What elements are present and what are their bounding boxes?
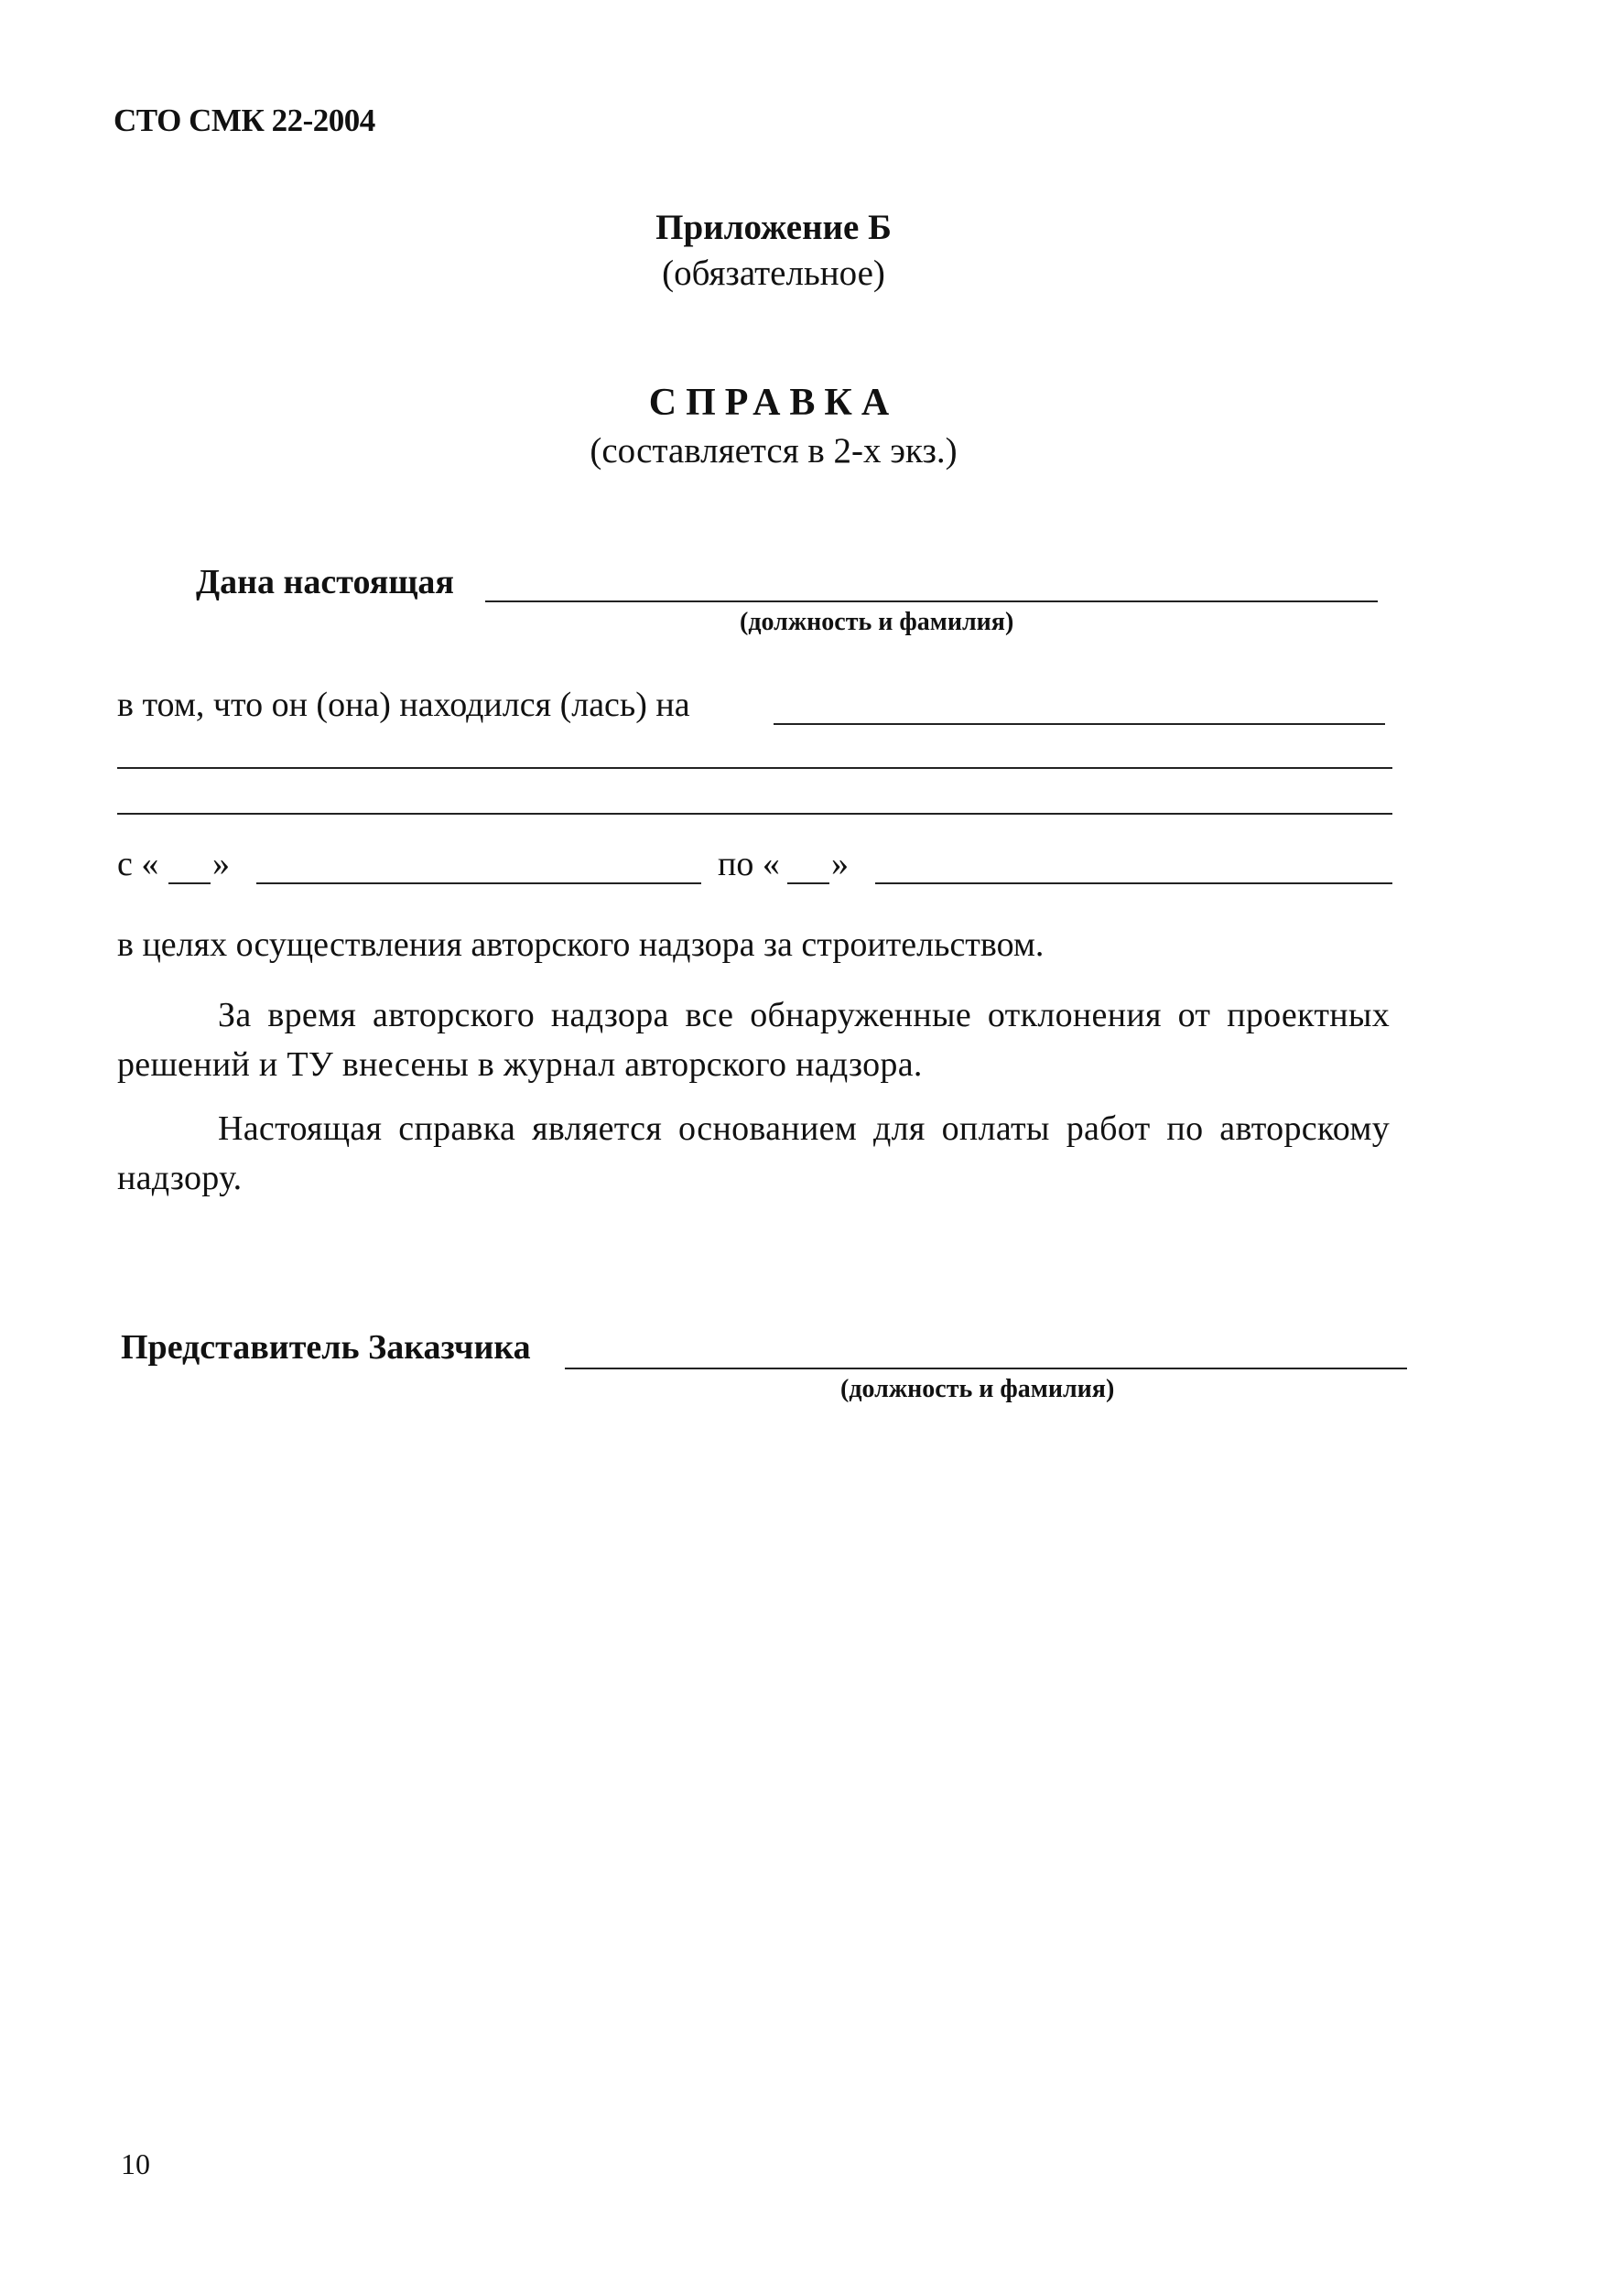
location-fill-line [774, 723, 1385, 725]
to-prefix: по « [718, 845, 780, 883]
document-subtitle: (составляется в 2-х экз.) [590, 431, 958, 470]
appendix-title: Приложение Б [655, 208, 892, 247]
to-day-line [787, 882, 829, 884]
signature-fill-line [565, 1368, 1407, 1369]
from-date-line [256, 882, 701, 884]
purpose-text: в целях осуществления авторского надзора за строительством. [117, 925, 1045, 964]
from-prefix: с « [117, 845, 159, 883]
to-date-line [875, 882, 1392, 884]
signature-label: Представитель Заказчика [121, 1328, 531, 1367]
location-fill-line-2 [117, 767, 1392, 769]
document-code: СТО СМК 22-2004 [114, 103, 375, 138]
given-fill-line [485, 600, 1378, 602]
appendix-subtitle: (обязательное) [662, 254, 885, 293]
location-label: в том, что он (она) находился (лась) на [117, 686, 690, 724]
given-label: Дана настоящая [196, 563, 454, 601]
from-day-line [168, 882, 211, 884]
signature-caption: (должность и фамилия) [840, 1375, 1115, 1403]
location-fill-line-3 [117, 813, 1392, 815]
to-suffix: » [831, 845, 849, 883]
page-number: 10 [121, 2147, 150, 2180]
given-caption: (должность и фамилия) [740, 608, 1014, 636]
paragraph-deviations: За время авторского надзора все обнаруженные отклонения от проектных решений и ТУ внесены в журнал авторского надзора. [117, 996, 1390, 1084]
document-title: СПРАВКА [648, 382, 899, 424]
paragraph-payment-basis: Настоящая справка является основанием для оплаты работ по авторскому надзору. [117, 1109, 1390, 1197]
from-suffix: » [212, 845, 230, 883]
